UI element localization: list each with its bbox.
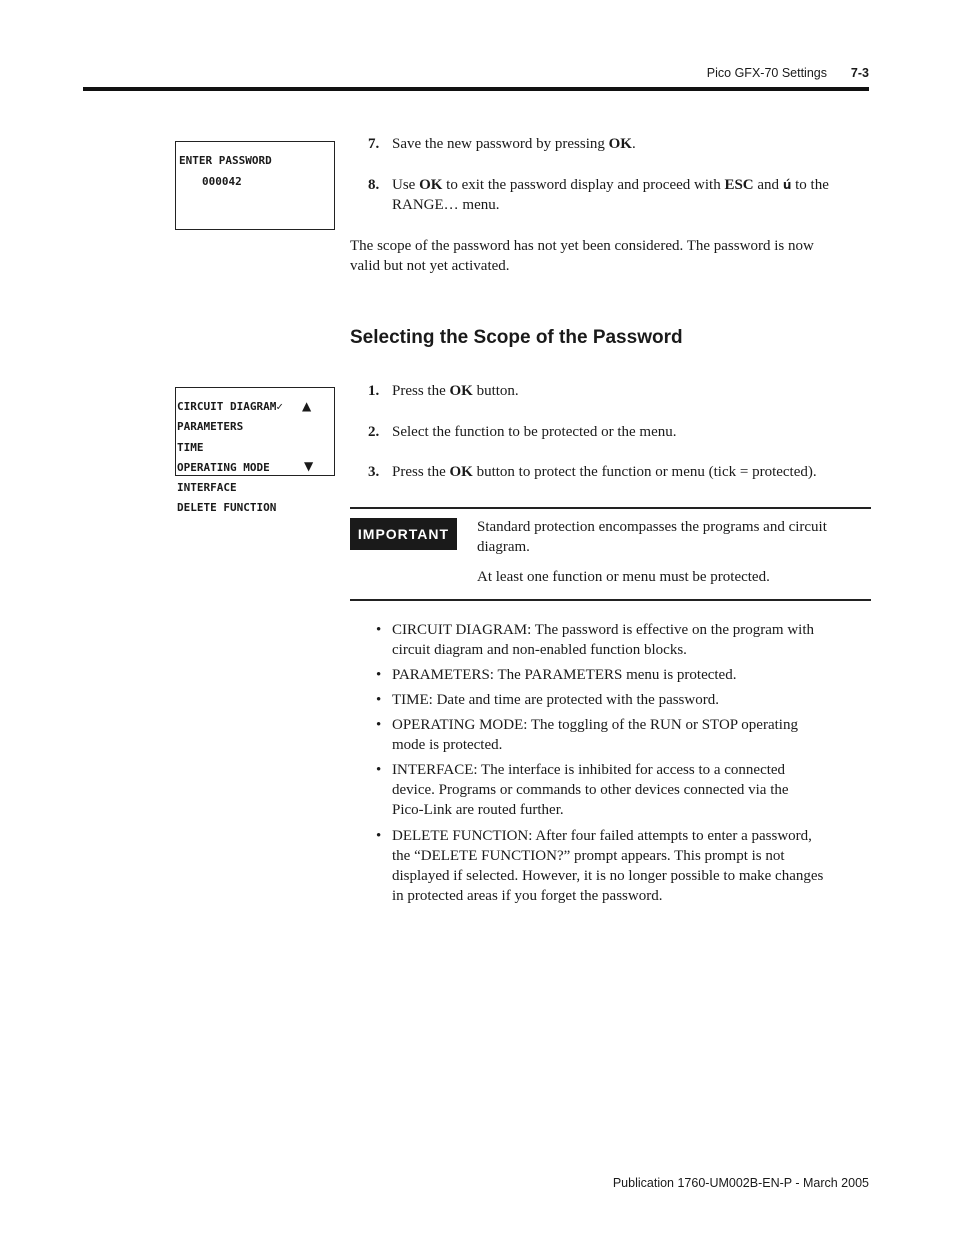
step-text: Save the new password by pressing OK. (392, 136, 636, 152)
step-text: Select the function to be protected or the menu. (392, 424, 677, 440)
header-rule (83, 87, 869, 91)
cursor-key-icon: ú (782, 178, 792, 192)
bullet-icon: • (376, 762, 382, 778)
step-number: 2. (368, 424, 380, 440)
bullet-icon: • (376, 622, 382, 638)
important-label: IMPORTANT (350, 518, 457, 550)
step-text: Press the OK button to protect the function or menu (tick = protected). (392, 464, 817, 480)
step-number: 3. (368, 464, 380, 480)
step-text: Use OK to exit the password display and proceed with ESC and ú to the RANGE… menu. (392, 177, 829, 213)
lcd-line: CIRCUIT DIAGRAM✓ (177, 400, 283, 413)
paragraph: The scope of the password has not yet been considered. The password is now valid but not yet activated. (350, 238, 814, 274)
list-item: CIRCUIT DIAGRAM: The password is effective on the program with circuit diagram and non-enabled function blocks. (392, 622, 815, 658)
important-text: Standard protection encompasses the programs and circuit diagram. (477, 519, 827, 555)
lcd-display-password (175, 141, 335, 230)
step-number: 1. (368, 383, 380, 399)
bullet-icon: • (376, 828, 382, 844)
lcd-line: 000042 (202, 175, 242, 188)
bullet-icon: • (376, 692, 382, 708)
publication-footer: Publication 1760-UM002B-EN-P - March 2005 (612, 1176, 869, 1190)
section-heading: Selecting the Scope of the Password (350, 327, 683, 348)
lcd-line: ENTER PASSWORD (179, 154, 272, 167)
list-item: INTERFACE: The interface is inhibited for access to a connected device. Programs or commands to other devices connected via the Pico-Link are routed further. (392, 762, 789, 818)
step-number: 8. (368, 177, 380, 193)
bullet-icon: • (376, 667, 382, 683)
lcd-line: TIME (177, 441, 204, 454)
list-item: OPERATING MODE: The toggling of the RUN or STOP operating mode is protected. (392, 717, 798, 753)
list-item: TIME: Date and time are protected with the password. (392, 692, 719, 708)
scroll-down-arrow-icon: ▼ (304, 459, 314, 473)
scroll-up-arrow-icon: ▲ (302, 399, 312, 413)
lcd-line: INTERFACE (177, 481, 237, 494)
lcd-line: DELETE FUNCTION (177, 501, 277, 514)
important-rule-bottom (350, 599, 871, 601)
lcd-line: OPERATING MODE (177, 461, 270, 474)
step-text: Press the OK button. (392, 383, 519, 399)
list-item: PARAMETERS: The PARAMETERS menu is protected. (392, 667, 737, 683)
header-title: Pico GFX-70 Settings (706, 66, 827, 80)
page-number: 7-3 (850, 66, 869, 80)
bullet-icon: • (376, 717, 382, 733)
important-rule-top (350, 507, 871, 509)
list-item: DELETE FUNCTION: After four failed attempts to enter a password, the “DELETE FUNCTION?” prompt appears. This prompt is not displayed if selected. However, it is no longer possible to make changes in protected areas if you forget the password. (392, 828, 824, 904)
step-number: 7. (368, 136, 380, 152)
lcd-line: PARAMETERS (177, 420, 244, 433)
important-text: At least one function or menu must be protected. (477, 569, 770, 585)
